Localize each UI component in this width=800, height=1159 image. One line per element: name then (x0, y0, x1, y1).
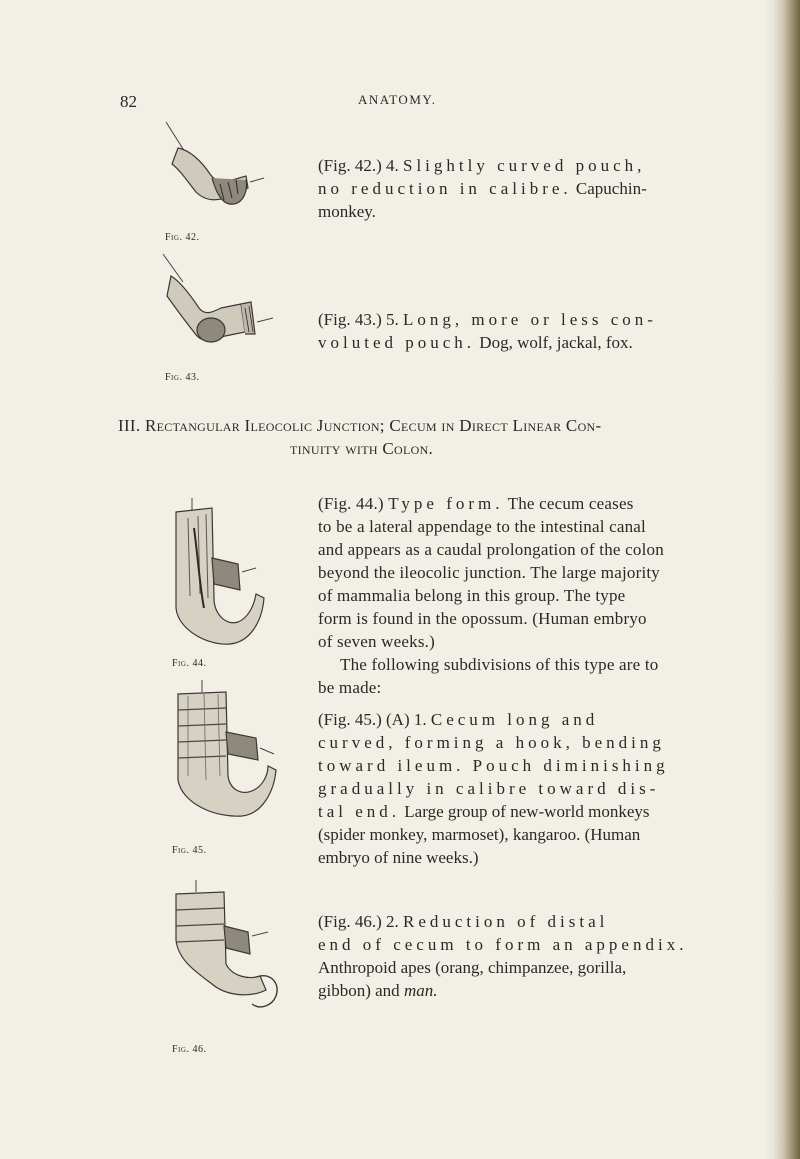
page-title: ANATOMY. (358, 92, 437, 107)
cecum-type-form-icon (168, 498, 278, 648)
paragraph-fig-46: (Fig. 46.) 2. Reduction of distal end of cecum to form an appendix. Anthropoid apes (orang, chimpanzee, gorilla, gibbon) and man. (318, 912, 688, 1000)
cecum-slightly-curved-pouch-icon (150, 120, 270, 215)
paragraph-fig-45: (Fig. 45.) (A) 1. Cecum long and curved, forming a hook, bending toward ileum. Pouch diminishing gradually in calibre toward dis- tal end. Large group of new-world monkeys (spider monkey, marmoset), kangaroo. (Human embryo of nine weeks.) (318, 710, 669, 867)
figure-label-43: Fig. 43. (165, 372, 200, 383)
cecum-appendix-icon (168, 880, 288, 1020)
figure-label-46: Fig. 46. (172, 1044, 207, 1055)
cecum-hooked-icon (168, 680, 288, 830)
figure-label-42: Fig. 42. (165, 232, 200, 243)
figure-label-44: Fig. 44. (172, 658, 207, 669)
page-number: 82 (120, 92, 137, 111)
section-heading-III: III. Rectangular Ileocolic Junction; Cecum in Direct Linear Con- tinuity with Colon. (118, 416, 602, 458)
paragraph-fig-42: (Fig. 42.) 4. Slightly curved pouch, no reduction in calibre. Capuchin- monkey. (318, 156, 647, 221)
paragraph-fig-43: (Fig. 43.) 5. Long, more or less con- voluted pouch. Dog, wolf, jackal, fox. (318, 310, 657, 352)
paragraph-fig-44: (Fig. 44.) Type form. The cecum ceases to be a lateral appendage to the intestinal canal and appears as a caudal prolongation of the colon beyond the ileocolic junction. The large majority of mammalia belong in this group. The type form is found in the opossum. (Human embryo of seven weeks.) The following subdivisions of this type are to be made: (318, 494, 664, 697)
figure-label-45: Fig. 45. (172, 845, 207, 856)
cecum-convoluted-pouch-icon (155, 252, 285, 357)
